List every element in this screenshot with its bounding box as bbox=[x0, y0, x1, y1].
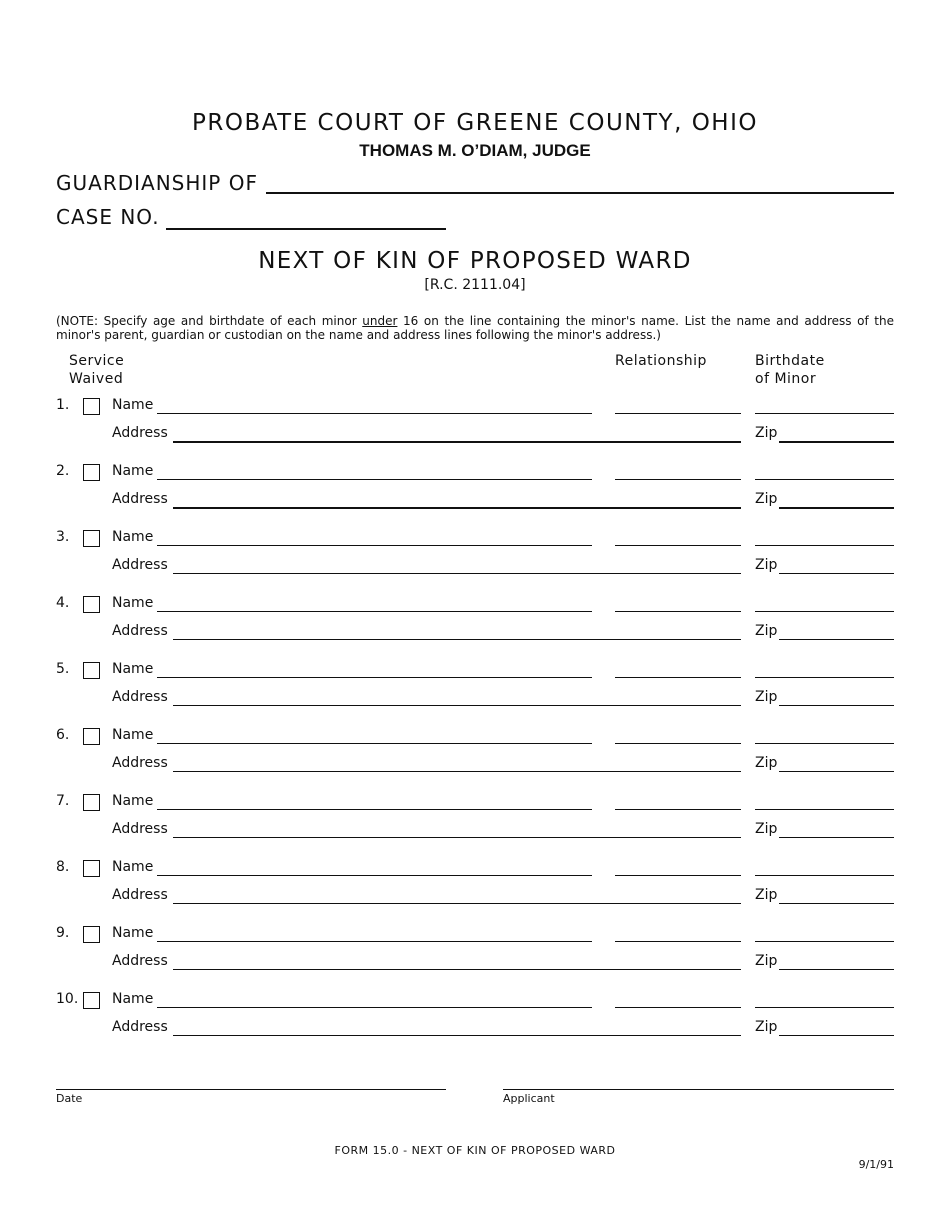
address-field[interactable] bbox=[173, 639, 741, 640]
service-waived-checkbox[interactable] bbox=[83, 860, 100, 877]
name-field[interactable] bbox=[157, 479, 592, 480]
birthdate-field[interactable] bbox=[755, 809, 894, 810]
zip-field[interactable] bbox=[779, 837, 894, 838]
entry-number: 4. bbox=[56, 595, 70, 611]
relationship-field[interactable] bbox=[615, 677, 741, 678]
name-field[interactable] bbox=[157, 743, 592, 744]
address-field[interactable] bbox=[173, 705, 741, 706]
form-title: NEXT OF KIN OF PROPOSED WARD bbox=[258, 248, 692, 274]
zip-label: Zip bbox=[755, 953, 778, 969]
zip-field[interactable] bbox=[779, 441, 894, 443]
name-label: Name bbox=[112, 661, 154, 677]
instructions-note: (NOTE: Specify age and birthdate of each minor under 16 on the line containing the minor's name. List the name and address of the minor's parent, guardian or custodian on the name and address lines following the minor's address.) bbox=[56, 314, 894, 342]
zip-field[interactable] bbox=[779, 639, 894, 640]
judge-name: THOMAS M. O’DIAM, JUDGE bbox=[359, 141, 591, 160]
zip-field[interactable] bbox=[779, 507, 894, 509]
zip-label: Zip bbox=[755, 689, 778, 705]
address-field[interactable] bbox=[173, 507, 741, 509]
form-footer: FORM 15.0 - NEXT OF KIN OF PROPOSED WARD bbox=[334, 1144, 616, 1157]
zip-field[interactable] bbox=[779, 771, 894, 772]
service-waived-checkbox[interactable] bbox=[83, 728, 100, 745]
service-waived-header: Service Waived bbox=[69, 353, 125, 387]
name-label: Name bbox=[112, 991, 154, 1007]
entry-number: 6. bbox=[56, 727, 70, 743]
revision-date: 9/1/91 bbox=[858, 1158, 894, 1171]
address-label: Address bbox=[112, 755, 168, 771]
address-field[interactable] bbox=[173, 573, 741, 574]
zip-field[interactable] bbox=[779, 573, 894, 574]
address-label: Address bbox=[112, 821, 168, 837]
service-waived-checkbox[interactable] bbox=[83, 992, 100, 1009]
address-label: Address bbox=[112, 689, 168, 705]
name-label: Name bbox=[112, 859, 154, 875]
address-label: Address bbox=[112, 1019, 168, 1035]
relationship-field[interactable] bbox=[615, 875, 741, 876]
name-field[interactable] bbox=[157, 809, 592, 810]
birthdate-field[interactable] bbox=[755, 743, 894, 744]
entry-number: 5. bbox=[56, 661, 70, 677]
address-label: Address bbox=[112, 425, 168, 441]
name-field[interactable] bbox=[157, 413, 592, 414]
entry-number: 10. bbox=[56, 991, 79, 1007]
address-label: Address bbox=[112, 953, 168, 969]
zip-field[interactable] bbox=[779, 903, 894, 904]
zip-field[interactable] bbox=[779, 705, 894, 706]
address-field[interactable] bbox=[173, 903, 741, 904]
court-title: PROBATE COURT OF GREENE COUNTY, OHIO bbox=[191, 110, 758, 136]
service-waived-checkbox[interactable] bbox=[83, 398, 100, 415]
birthdate-field[interactable] bbox=[755, 677, 894, 678]
address-label: Address bbox=[112, 887, 168, 903]
name-field[interactable] bbox=[157, 941, 592, 942]
service-waived-checkbox[interactable] bbox=[83, 596, 100, 613]
address-label: Address bbox=[112, 557, 168, 573]
zip-label: Zip bbox=[755, 623, 778, 639]
birthdate-field[interactable] bbox=[755, 1007, 894, 1008]
zip-label: Zip bbox=[755, 425, 778, 441]
zip-label: Zip bbox=[755, 887, 778, 903]
service-waived-checkbox[interactable] bbox=[83, 926, 100, 943]
relationship-header: Relationship bbox=[615, 353, 707, 369]
zip-label: Zip bbox=[755, 821, 778, 837]
applicant-signature-line[interactable] bbox=[503, 1089, 894, 1090]
guardianship-label: GUARDIANSHIP OF bbox=[56, 171, 258, 195]
address-label: Address bbox=[112, 491, 168, 507]
address-field[interactable] bbox=[173, 969, 741, 970]
date-signature-line[interactable] bbox=[56, 1089, 446, 1090]
address-field[interactable] bbox=[173, 771, 741, 772]
zip-label: Zip bbox=[755, 491, 778, 507]
zip-label: Zip bbox=[755, 755, 778, 771]
service-waived-checkbox[interactable] bbox=[83, 530, 100, 547]
name-label: Name bbox=[112, 397, 154, 413]
name-label: Name bbox=[112, 463, 154, 479]
entry-number: 2. bbox=[56, 463, 70, 479]
address-field[interactable] bbox=[173, 441, 741, 443]
entry-number: 1. bbox=[56, 397, 70, 413]
address-field[interactable] bbox=[173, 837, 741, 838]
birthdate-field[interactable] bbox=[755, 545, 894, 546]
name-field[interactable] bbox=[157, 611, 592, 612]
zip-label: Zip bbox=[755, 557, 778, 573]
name-label: Name bbox=[112, 595, 154, 611]
entry-number: 3. bbox=[56, 529, 70, 545]
service-waived-checkbox[interactable] bbox=[83, 662, 100, 679]
birthdate-field[interactable] bbox=[755, 479, 894, 480]
relationship-field[interactable] bbox=[615, 413, 741, 414]
relationship-field[interactable] bbox=[615, 809, 741, 810]
name-field[interactable] bbox=[157, 1007, 592, 1008]
date-label: Date bbox=[56, 1092, 83, 1105]
name-label: Name bbox=[112, 727, 154, 743]
zip-label: Zip bbox=[755, 1019, 778, 1035]
relationship-field[interactable] bbox=[615, 743, 741, 744]
applicant-label: Applicant bbox=[503, 1092, 555, 1105]
entry-number: 7. bbox=[56, 793, 70, 809]
guardianship-field[interactable] bbox=[266, 192, 894, 194]
service-waived-checkbox[interactable] bbox=[83, 464, 100, 481]
birthdate-field[interactable] bbox=[755, 941, 894, 942]
relationship-field[interactable] bbox=[615, 545, 741, 546]
relationship-field[interactable] bbox=[615, 611, 741, 612]
birthdate-header: Birthdate of Minor bbox=[755, 353, 825, 387]
name-field[interactable] bbox=[157, 545, 592, 546]
address-label: Address bbox=[112, 623, 168, 639]
service-waived-checkbox[interactable] bbox=[83, 794, 100, 811]
zip-field[interactable] bbox=[779, 1035, 894, 1036]
zip-field[interactable] bbox=[779, 969, 894, 970]
birthdate-field[interactable] bbox=[755, 875, 894, 876]
name-field[interactable] bbox=[157, 677, 592, 678]
birthdate-field[interactable] bbox=[755, 413, 894, 414]
address-field[interactable] bbox=[173, 1035, 741, 1036]
relationship-field[interactable] bbox=[615, 479, 741, 480]
name-label: Name bbox=[112, 925, 154, 941]
statute-reference: [R.C. 2111.04] bbox=[424, 277, 526, 293]
case-number-label: CASE NO. bbox=[56, 205, 160, 229]
case-number-field[interactable] bbox=[166, 228, 446, 230]
relationship-field[interactable] bbox=[615, 1007, 741, 1008]
entry-number: 8. bbox=[56, 859, 70, 875]
relationship-field[interactable] bbox=[615, 941, 741, 942]
name-label: Name bbox=[112, 529, 154, 545]
name-label: Name bbox=[112, 793, 154, 809]
entry-number: 9. bbox=[56, 925, 70, 941]
name-field[interactable] bbox=[157, 875, 592, 876]
birthdate-field[interactable] bbox=[755, 611, 894, 612]
